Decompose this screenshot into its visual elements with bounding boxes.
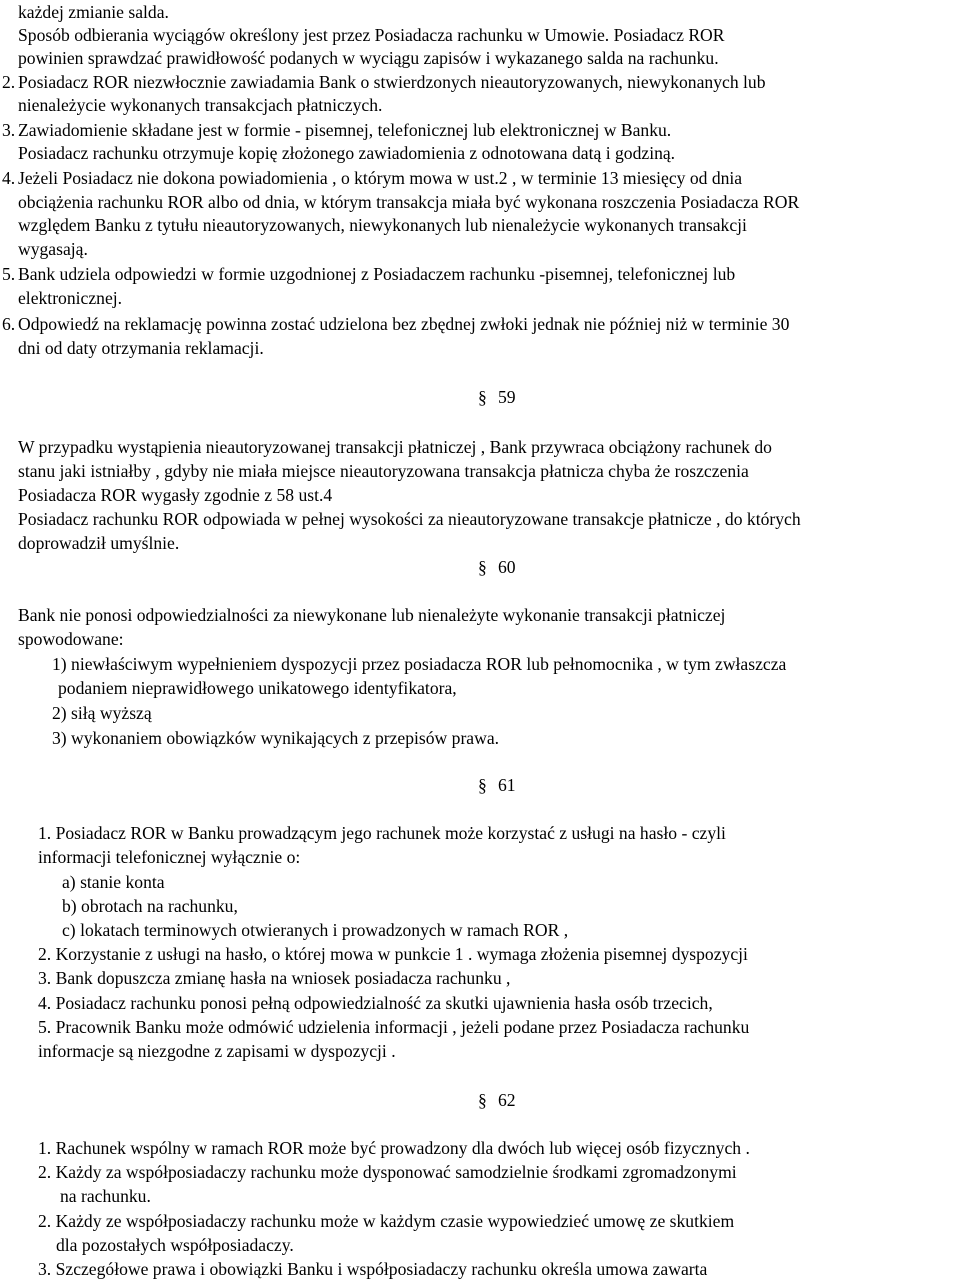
section-symbol: § [478, 557, 487, 577]
section-61-point-1-line-1: 1. Posiadacz ROR w Banku prowadzącym jego rachunek może korzystać z usługi na hasło - czyli [38, 823, 726, 843]
section-59-line-1: W przypadku wystąpienia nieautoryzowanej transakcji płatniczej , Bank przywraca obciążony rachunek do [18, 437, 772, 457]
section-59-heading [478, 386, 516, 408]
section-number: 62 [498, 1090, 516, 1110]
section-59-line-3: Posiadacza ROR wygasły zgodnie z 58 ust.4 [18, 485, 333, 505]
point-3-line-1: Zawiadomienie składane jest w formie - pisemnej, telefonicznej lub elektronicznej w Banku. [18, 120, 672, 140]
section-symbol: § [478, 775, 487, 795]
section-number: 59 [498, 387, 516, 407]
point-2-number: 2. [2, 72, 16, 92]
section-61-point-1-line-2: informacji telefonicznej wyłącznie o: [38, 847, 301, 867]
point-6-line-2: dni od daty otrzymania reklamacji. [18, 338, 264, 358]
point-5-line-2: elektronicznej. [18, 288, 123, 308]
section-60-heading [478, 556, 516, 578]
section-61-point-5-line-2: informacje są niezgodne z zapisami w dyspozycji . [38, 1041, 396, 1061]
section-60-item-3: 3) wykonaniem obowiązków wynikających z przepisów prawa. [52, 728, 500, 748]
section-62-heading [478, 1089, 516, 1111]
section-62-point-2b-line-2: dla pozostałych współposiadaczy. [56, 1235, 294, 1255]
point-4-number: 4. [2, 168, 16, 188]
point-3-line-2: Posiadacz rachunku otrzymuje kopię złożonego zawiadomienia z odnotowana datą i godziną. [18, 143, 676, 163]
point-5-line-1: Bank udziela odpowiedzi w formie uzgodnionej z Posiadaczem rachunku -pisemnej, telefonicznej lub [18, 264, 736, 284]
point-4-line-2: obciążenia rachunku ROR albo od dnia, w którym transakcja miała być wykonana roszczenia Posiadacza ROR [18, 192, 800, 212]
point-2-line-1: Posiadacz ROR niezwłocznie zawiadamia Bank o stwierdzonych nieautoryzowanych, niewykonanych lub [18, 72, 766, 92]
point-6-number: 6. [2, 314, 16, 334]
section-61-point-4: 4. Posiadacz rachunku ponosi pełną odpowiedzialność za skutki ujawnienia hasła osób trzecich, [38, 993, 713, 1013]
section-61-point-5-line-1: 5. Pracownik Banku może odmówić udzielenia informacji , jeżeli podane przez Posiadacza rachunku [38, 1017, 750, 1037]
intro-line-1: każdej zmianie salda. [18, 2, 169, 22]
section-symbol: § [478, 387, 487, 407]
section-number: 61 [498, 775, 516, 795]
point-4-line-1: Jeżeli Posiadacz nie dokona powiadomienia , o którym mowa w ust.2 , w terminie 13 miesięcy od dnia [18, 168, 743, 188]
point-3-number: 3. [2, 120, 16, 140]
section-59-line-5: doprowadził umyślnie. [18, 533, 180, 553]
section-60-line-1: Bank nie ponosi odpowiedzialności za niewykonane lub nienależyte wykonanie transakcji płatniczej [18, 605, 726, 625]
section-62-point-2b-line-1: 2. Każdy ze współposiadaczy rachunku może w każdym czasie wypowiedzieć umowę ze skutkiem [38, 1211, 735, 1231]
section-59-line-4: Posiadacz rachunku ROR odpowiada w pełnej wysokości za nieautoryzowane transakcje płatnicze , do których [18, 509, 801, 529]
section-60-item-1-line-1: 1) niewłaściwym wypełnieniem dyspozycji przez posiadacza ROR lub pełnomocnika , w tym zwłaszcza [52, 654, 787, 674]
section-61-item-c: c) lokatach terminowych otwieranych i prowadzonych w ramach ROR , [62, 920, 569, 940]
section-61-item-a: a) stanie konta [62, 872, 165, 892]
section-symbol: § [478, 1090, 487, 1110]
point-4-line-4: wygasają. [18, 239, 88, 259]
section-60-line-2: spowodowane: [18, 629, 124, 649]
section-number: 60 [498, 557, 516, 577]
point-6-line-1: Odpowiedź na reklamację powinna zostać udzielona bez zbędnej zwłoki jednak nie później niż w terminie 30 [18, 314, 790, 334]
section-60-item-1-line-2: podaniem nieprawidłowego unikatowego identyfikatora, [58, 678, 457, 698]
section-62-point-2-line-1: 2. Każdy za współposiadaczy rachunku może dysponować samodzielnie środkami zgromadzonymi [38, 1162, 737, 1182]
section-61-item-b: b) obrotach na rachunku, [62, 896, 238, 916]
section-61-point-2: 2. Korzystanie z usługi na hasło, o której mowa w punkcie 1 . wymaga złożenia pisemnej dyspozycji [38, 944, 748, 964]
section-61-heading [478, 774, 516, 796]
point-5-number: 5. [2, 264, 16, 284]
section-61-point-3: 3. Bank dopuszcza zmianę hasła na wniosek posiadacza rachunku , [38, 968, 511, 988]
intro-line-3: powinien sprawdzać prawidłowość podanych w wyciągu zapisów i wykazanego salda na rachunku. [18, 48, 719, 68]
section-59-line-2: stanu jaki istniałby , gdyby nie miała miejsce nieautoryzowana transakcja płatnicza chyba że roszczenia [18, 461, 749, 481]
section-60-item-2: 2) siłą wyższą [52, 703, 152, 723]
section-62-point-3: 3. Szczegółowe prawa i obowiązki Banku i współposiadaczy rachunku określa umowa zawarta [38, 1259, 708, 1279]
point-2-line-2: nienależycie wykonanych transakcjach płatniczych. [18, 95, 383, 115]
intro-line-2: Sposób odbierania wyciągów określony jest przez Posiadacza rachunku w Umowie. Posiadacz ROR [18, 25, 725, 45]
section-62-point-1: 1. Rachunek wspólny w ramach ROR może być prowadzony dla dwóch lub więcej osób fizycznych . [38, 1138, 750, 1158]
point-4-line-3: względem Banku z tytułu nieautoryzowanych, niewykonanych lub nienależycie wykonanych transakcji [18, 215, 747, 235]
section-62-point-2-line-2: na rachunku. [60, 1186, 151, 1206]
